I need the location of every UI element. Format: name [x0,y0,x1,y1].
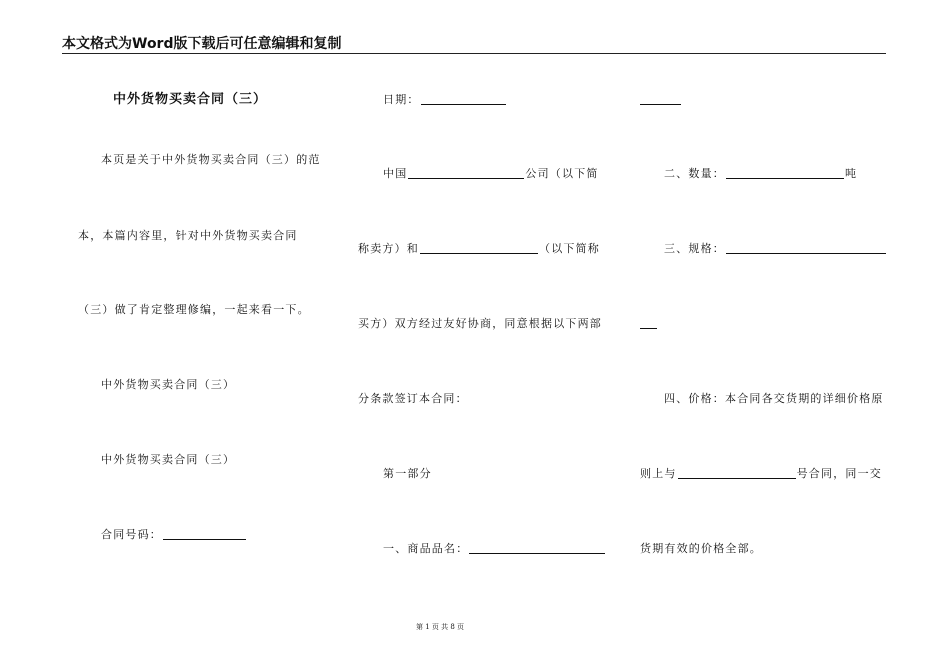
contract-number-line [101,528,247,542]
sign-line: 分条款签订本合同： [358,392,468,405]
contract-number-blank [163,528,246,540]
intro-line-1: 本页是关于中外货物买卖合同（三）的范 [101,153,321,166]
contract-number-label: 合同号码： [101,528,162,541]
intro-line-2: 本，本篇内容里，针对中外货物买卖合同 [78,229,298,242]
seller-prefix: 中国 [383,167,408,180]
quantity-blank [726,167,844,179]
price-reference-suffix: 号合同，同一交 [796,467,883,480]
buyer-suffix: （以下简称 [539,242,600,255]
date-label: 日期： [383,93,420,106]
page-number: 第 1 页 共 8 页 [415,623,465,631]
buyer-line [358,242,600,256]
seller-line [383,167,599,181]
product-name-line [383,542,606,556]
continuation-blank-top [640,104,681,105]
continuation-blank-mid [640,328,657,329]
spec-label: 三、规格： [664,242,725,255]
part-one-heading: 第一部分 [383,467,432,480]
quantity-line [664,167,857,181]
price-end-line: 货期有效的价格全部。 [640,542,762,555]
price-line: 四、价格：本合同各交货期的详细价格原 [664,392,884,405]
negotiation-line: 买方）双方经过友好协商，同意根据以下两部 [358,317,602,330]
product-name-blank [469,542,605,554]
intro-line-3: （三）做了肯定整理修编，一起来看一下。 [78,303,310,316]
product-name-label: 一、商品品名： [383,542,469,555]
date-line [383,93,507,107]
price-reference-prefix: 则上与 [640,467,677,480]
document-header-title: 本文格式为Word版下载后可任意编辑和复制 [62,36,342,52]
contract-heading-2: 中外货物买卖合同（三） [101,453,236,466]
seller-suffix: 公司（以下简 [525,167,599,180]
seller-name-blank [408,167,524,179]
header-divider [62,53,886,54]
contract-heading-1: 中外货物买卖合同（三） [101,378,236,391]
date-blank [421,93,506,105]
spec-line [664,242,887,256]
contract-ref-blank [678,467,796,479]
document-title: 中外货物买卖合同（三） [113,92,268,107]
price-reference-line [640,467,882,481]
buyer-name-blank [420,242,538,254]
quantity-label: 二、数量： [664,167,725,180]
quantity-unit: 吨 [845,167,858,180]
buyer-prefix: 称卖方）和 [358,242,419,255]
spec-blank [726,242,886,254]
